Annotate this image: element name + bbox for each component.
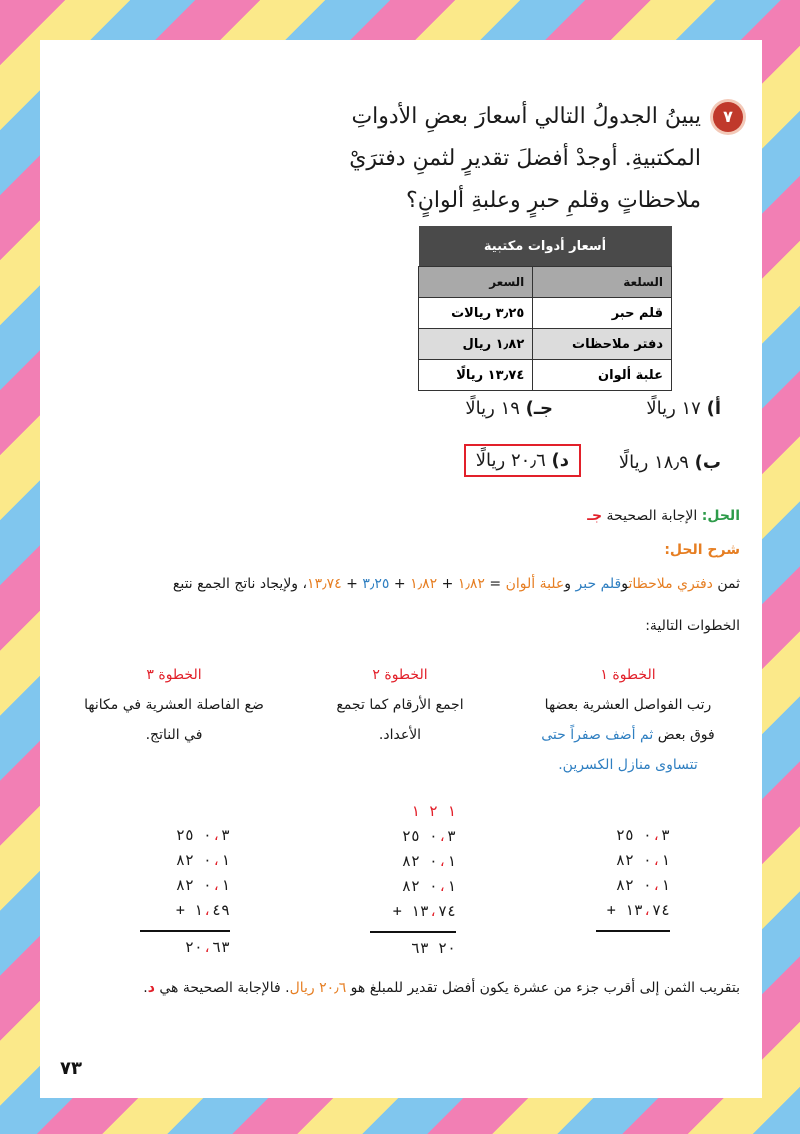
text-fragment: ثمن (717, 576, 740, 592)
carry-digits: ١ ٢ ١ (410, 802, 456, 820)
calc-row: ٠،٣ ٢٥ (615, 826, 670, 844)
choice-c[interactable] (465, 398, 553, 419)
table-cell-price: ٣٫٢٥ ريالات (419, 298, 533, 329)
step-heading: الخطوة ٣ (146, 667, 202, 683)
explanation-line-1 (173, 576, 740, 592)
calc-row: + ١،٤٩ (175, 901, 230, 919)
choice-a[interactable] (646, 398, 721, 419)
question-line: ملاحظاتٍ وقلمِ حبرٍ وعلبةِ ألوانٍ؟ (406, 188, 701, 213)
final-amount: ٢٠٫٦ ريال (289, 980, 347, 996)
calc-row: ٠،٣ ٢٥ (175, 826, 230, 844)
text-fragment: + (437, 576, 458, 592)
step-1 (528, 660, 728, 780)
choice-letter: أ) (706, 398, 721, 419)
notebooks-label: دفتري ملاحظات (628, 576, 713, 592)
choice-letter: د) (551, 450, 569, 471)
calc-step-3 (120, 826, 230, 963)
calc-rule (140, 930, 230, 932)
value-notebook: ١٫٨٢ (457, 576, 485, 592)
solution-answer-text: الإجابة الصحيحة (606, 508, 698, 524)
step-text: تتساوى منازل الكسرين. (558, 757, 698, 773)
table-header-item: السلعة (533, 267, 672, 298)
table-cell-item: قلم حبر (533, 298, 672, 329)
explanation-label-line (664, 542, 740, 558)
calc-step-1 (570, 826, 670, 938)
calc-row: + ١٣،٧٤ (392, 902, 456, 920)
step-text: في الناتج. (145, 727, 203, 743)
choice-text: ١٩ ريالًا (465, 398, 520, 419)
text-fragment: بتقريب الثمن إلى أقرب جزء من عشرة يكون أفضل تقدير للمبلغ هو (350, 980, 740, 996)
text-fragment: ثم أضف صفراً حتى (541, 727, 654, 743)
table-cell-price: ١٣٫٧٤ ريالًا (419, 360, 533, 391)
calc-row: ٠،١ ٨٢ (401, 877, 456, 895)
table-row (419, 360, 672, 391)
calc-row: ٠،٣ ٢٥ (401, 827, 456, 845)
table-row (419, 298, 672, 329)
step-text: الأعداد. (378, 727, 422, 743)
page-number: ٧٣ (60, 1058, 82, 1079)
pen-label: قلم حبر (575, 576, 622, 592)
step-heading: الخطوة ١ (600, 667, 656, 683)
table-header-price: السعر (419, 267, 533, 298)
text-fragment: + (341, 576, 363, 592)
value-pen: ٣٫٢٥ (362, 576, 390, 592)
choice-text: ١٧ ريالًا (646, 398, 701, 419)
text-fragment: و (621, 576, 629, 592)
calc-row: ٠،١ ٨٢ (615, 876, 670, 894)
question-text (349, 96, 701, 222)
step-3 (64, 660, 284, 750)
final-conclusion (143, 980, 740, 996)
table-cell-item: علبة ألوان (533, 360, 672, 391)
problem-card (349, 92, 745, 487)
step-text (528, 720, 728, 750)
step-text: ضع الفاصلة العشرية في مكانها (84, 697, 264, 713)
solution-answer-line (587, 508, 740, 524)
value-colors: ١٣٫٧٤ (307, 576, 342, 592)
step-heading: الخطوة ٢ (372, 667, 428, 683)
text-fragment: فوق بعض (657, 727, 715, 743)
final-answer-letter: د (147, 980, 155, 996)
text-fragment: + (389, 576, 411, 592)
calc-step-2 (346, 802, 456, 964)
text-fragment: . فالإجابة الصحيحة هي (159, 980, 290, 996)
text-fragment: و (564, 576, 572, 592)
calc-row: ٠،١ ٨٢ (175, 851, 230, 869)
question-line: يبينُ الجدولُ التالي أسعارَ بعضِ الأدواتِ (351, 104, 701, 129)
calc-row: ٠،١ ٨٢ (615, 851, 670, 869)
colors-box-label: علبة ألوان (505, 576, 565, 592)
choice-text: ٢٠٫٦ ريالًا (475, 450, 546, 471)
table-title: أسعار أدوات مكتبية (419, 226, 672, 267)
page (40, 40, 762, 1098)
table-cell-price: ١٫٨٢ ريال (419, 329, 533, 360)
calc-rule (370, 931, 456, 933)
step-text: رتب الفواصل العشرية بعضها (544, 697, 712, 713)
prices-table (418, 226, 672, 391)
calc-row: + ١٣،٧٤ (606, 901, 670, 919)
calc-result: ٢٠،٦٣ (184, 938, 230, 956)
choice-b[interactable] (619, 452, 721, 473)
choice-letter: ب) (694, 452, 721, 473)
step-text: اجمع الأرقام كما تجمع (336, 697, 464, 713)
question-number-badge: ٧ (713, 102, 743, 132)
choice-letter: جـ) (525, 398, 553, 419)
table-row (419, 329, 672, 360)
explanation-label: شرح الحل: (664, 542, 740, 558)
solution-answer-letter: جـ (587, 508, 603, 524)
table-cell-item: دفتر ملاحظات (533, 329, 672, 360)
text-fragment: . (143, 980, 148, 996)
text-fragment: = (484, 576, 506, 592)
text-fragment: ، ولإيجاد ناتج الجمع نتبع (172, 576, 308, 592)
calc-row: ٠،١ ٨٢ (175, 876, 230, 894)
solution-label: الحل: (701, 508, 740, 524)
explanation-line-2: الخطوات التالية: (645, 618, 740, 634)
choice-d-highlighted[interactable] (464, 444, 581, 477)
value-notebook: ١٫٨٢ (410, 576, 438, 592)
calc-rule (596, 930, 670, 932)
choice-text: ١٨٫٩ ريالًا (618, 452, 689, 473)
question-line: المكتبيةِ. أوجدْ أفضلَ تقديرٍ لثمنِ دفترَيْ (349, 146, 701, 171)
calc-row: ٠،١ ٨٢ (401, 852, 456, 870)
calc-result: ٢٠ ٦٣ (410, 939, 456, 957)
step-2 (310, 660, 490, 750)
